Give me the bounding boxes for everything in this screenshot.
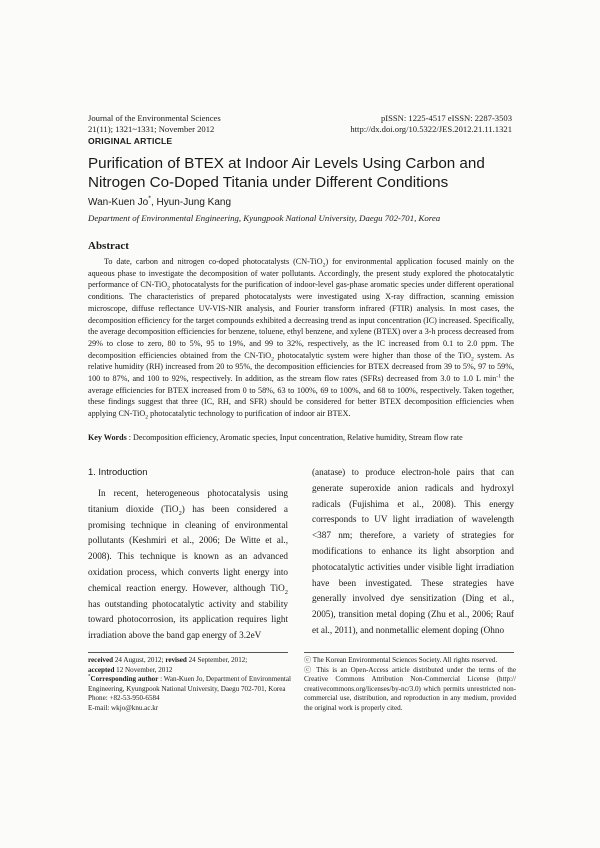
corresponding-mark: * xyxy=(148,195,151,203)
dates-line-1: received 24 August, 2012; revised 24 September, 2012; xyxy=(88,656,248,664)
journal-header-left xyxy=(88,113,221,134)
corresponding-author: *Corresponding author : Wan-Kuen Jo, Department of Environmental Engineering, Kyungpook National University, Daegu 702-701, Korea xyxy=(88,674,292,693)
intro-left-column: In recent, heterogeneous photocatalysis using titanium dioxide (TiO$_2$) has been considered a promising technique in cleaning of environmental pollutants (Keshmiri et al., 2006; De Witte et al., 2008). This technique is known as an advanced oxidation process, which converts light energy into chemical reaction energy. However, although TiO$_2$ has outstanding photocatalytic activity and stability toward photocorrosion, its application requires light irradiation above the band gap energy of 3.2eV xyxy=(88,488,288,641)
author-list xyxy=(88,197,231,208)
phone: Phone: +82-53-950-6584 xyxy=(88,694,160,703)
journal-name: Journal of the Environmental Sciences xyxy=(88,113,221,123)
footnote-divider-left xyxy=(88,652,288,653)
keywords-text: : Decomposition efficiency, Aromatic species, Input concentration, Relative humidity, Stream flow rate xyxy=(126,433,463,442)
abstract-heading: Abstract xyxy=(88,240,129,252)
article-type: ORIGINAL ARTICLE xyxy=(88,136,173,146)
journal-citation: 21(11); 1321~1331; November 2012 xyxy=(88,123,215,134)
keywords-label: Key Words xyxy=(88,433,127,442)
footnote-right xyxy=(304,656,516,714)
footnote-left xyxy=(88,656,296,714)
abstract-text: To date, carbon and nitrogen co-doped photocatalysts (CN-TiO$_2$) for environmental application focused mainly on the aqueous phase to investigate the decomposition of water pollutants. Accordingly, the present study explored the photocatalytic performance of CN-TiO$_2$ photocatalysts for the purification of indoor-level gas-phase aromatic species under different operational conditions. The characteristics of prepared photocatalysts were investigated using X-ray diffraction, scanning emission microscope, diffuse reflectance UV-VIS-NIR analysis, and Fourier transform infrared (FTIR) analysis. In most cases, the decomposition efficiency for the target compounds exhibited a decreasing trend as input concentration (IC) increased. Specifically, the average decomposition efficiencies for benzene, toluene, ethyl benzene, and xylene (BTEX) over a 3-h process decreased from 29% to close to zero, 80 to 5%, 95 to 19%, and 99 to 32%, respectively, as the IC increased from 0.1 to 2.0 ppm. The decomposition efficiencies obtained from the CN-TiO$_2$ photocatalytic system were higher than those of the TiO$_2$ system. As relative humidity (RH) increased from 20 to 95%, the decomposition efficiencies for BTEX decreased from 39 to 5%, 97 to 59%, 100 to 87%, and 100 to 92%, respectively. In addition, as the stream flow rates (SFRs) decreased from 3.0 to 1.0 L $\min^{-1}$ the average efficiencies for BTEX increased from 0 to 58%, 63 to 100%, 69 to 100%, and 68 to 100%, respectively. Taken together, these findings suggest that three (IC, RH, and SFR) should be considered for better BTEX decomposition efficiencies when applying CN-TiO$_2$ photocatalytic technology to purification of indoor air BTEX. xyxy=(88,257,514,421)
paper-title: Purification of BTEX at Indoor Air Levels Using Carbon and Nitrogen Co-Doped Titania under Different Conditions xyxy=(88,155,485,191)
author-1: Wan-Kuen Jo xyxy=(88,197,149,208)
journal-header-right xyxy=(350,113,512,134)
issn: pISSN: 1225-4517 eISSN: 2287-3503 xyxy=(380,113,512,123)
footnote-divider-right xyxy=(304,652,514,653)
keywords xyxy=(88,433,514,442)
affiliation: Department of Environmental Engineering, Kyungpook National University, Daegu 702-701, Korea xyxy=(88,213,441,223)
section-heading-introduction: 1. Introduction xyxy=(88,466,148,477)
copyright-notice: ⓒ The Korean Environmental Sciences Society. All rights reserved. xyxy=(304,656,498,664)
author-2: Hyun-Jung Kang xyxy=(156,197,232,208)
doi-link[interactable]: http://dx.doi.org/10.5322/JES.2012.21.11.1321 xyxy=(350,123,512,134)
license-notice: ⓒ This is an Open-Access article distributed under the terms of the Creative Commons Attribution Non-Commercial License (http:// creativecommons.org/licenses/by-nc/3.0) which permits unrestricted non-commercial use, distribution, and reproduction in any medium, provided the original work is properly cited. xyxy=(304,665,516,712)
email[interactable]: E-mail: wkjo@knu.ac.kr xyxy=(88,703,159,712)
author-separator: , xyxy=(150,197,157,208)
dates-line-2: accepted 12 November, 2012 xyxy=(88,665,173,674)
intro-right-column: (anatase) to produce electron-hole pairs that can generate superoxide anion radicals and hydroxyl radicals (Fujishima et al., 2008). This energy corresponds to UV light irradiation of wavelength <387 nm; therefore, a variety of strategies for modifications to enhance its light absorption and photocatalytic activities under visible light irradiation have been investigated. These strategies have generally involved dye sensitization (Ding et al., 2005), transition metal doping (Zhu et al., 2006; Rauf et al., 2011), and nonmetallic element doping (Ohno xyxy=(312,467,514,635)
